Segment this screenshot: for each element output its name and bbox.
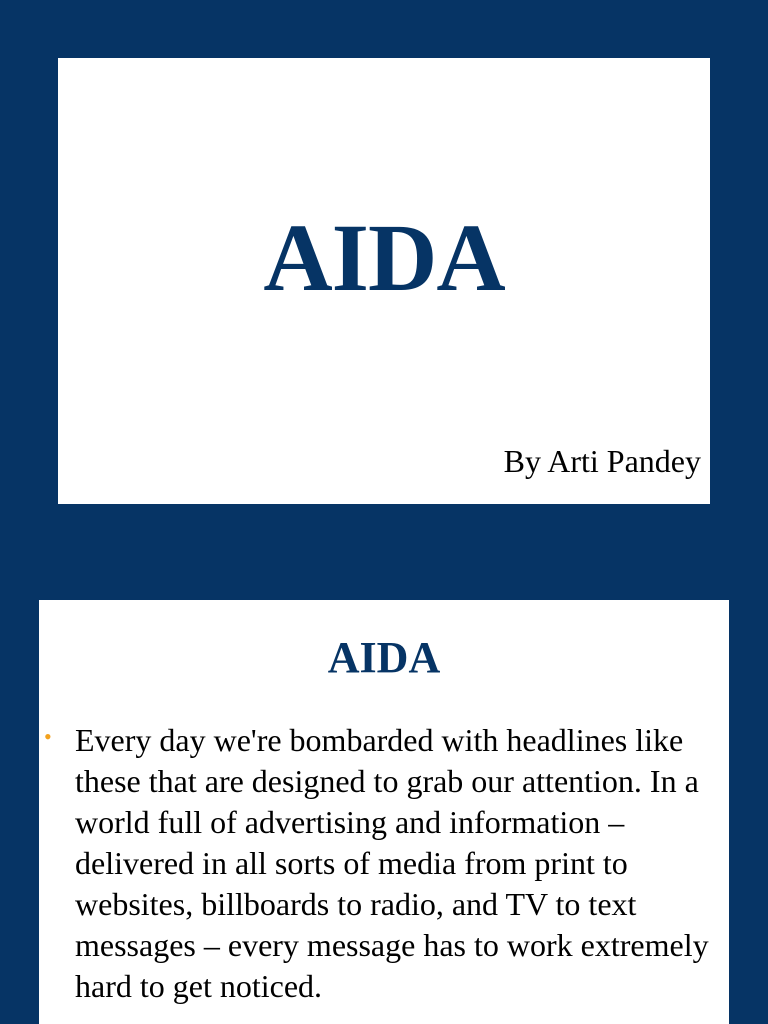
slide-title: AIDA <box>263 204 505 311</box>
bullet-text: Every day we're bombarded with headlines like these that are designed to grab our attention. In a world full of advertising and information – delivered in all sorts of media from print to websites, billboards to radio, and TV to text messages – every message has to work extremely hard to get noticed. <box>75 722 709 1004</box>
content-slide <box>39 600 729 1024</box>
author-byline: By Arti Pandey <box>503 443 701 479</box>
bullet-dot-icon: • <box>44 724 52 749</box>
title-slide <box>58 58 710 504</box>
slide-heading: AIDA <box>327 633 441 682</box>
